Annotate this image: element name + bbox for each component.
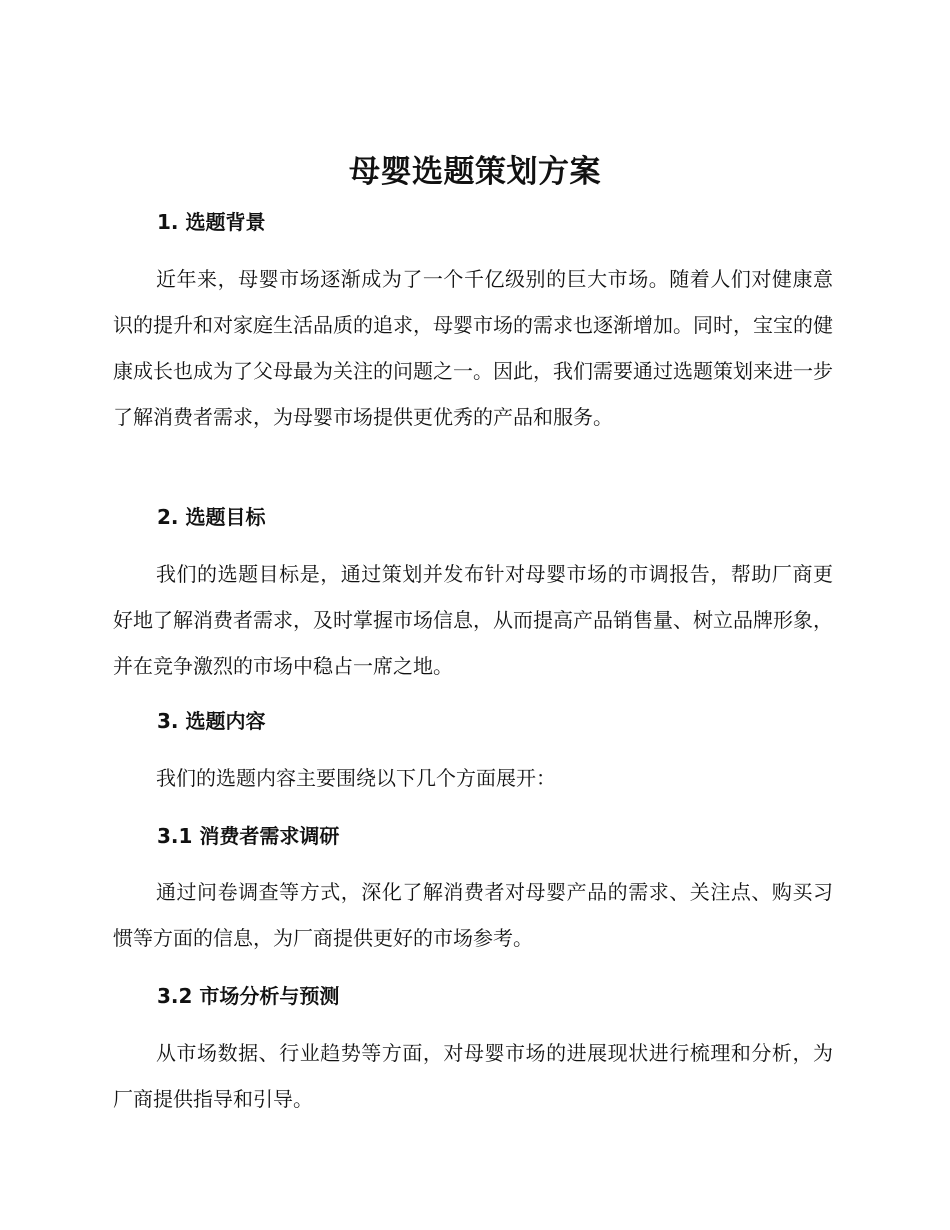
document-title: 母婴选题策划方案 — [349, 154, 601, 190]
section-paragraph-consumer-research: 通过问卷调查等方式，深化了解消费者对母婴产品的需求、关注点、购买习惯等方面的信息，为厂商提供更好的市场参考。 — [113, 880, 833, 950]
section-heading-content: 3. 选题内容 — [157, 709, 266, 733]
section-paragraph-market-analysis: 从市场数据、行业趋势等方面，对母婴市场的进展现状进行梳理和分析，为厂商提供指导和引导。 — [113, 1041, 833, 1111]
section-heading-market-analysis: 3.2 市场分析与预测 — [157, 984, 340, 1008]
section-paragraph-content: 我们的选题内容主要围绕以下几个方面展开： — [156, 766, 556, 790]
section-heading-consumer-research: 3.1 消费者需求调研 — [157, 824, 340, 848]
section-paragraph-background: 近年来，母婴市场逐渐成为了一个千亿级别的巨大市场。随着人们对健康意识的提升和对家庭生活品质的追求，母婴市场的需求也逐渐增加。同时，宝宝的健康成长也成为了父母最为关注的问题之一。因此，我们需要通过选题策划来进一步了解消费者需求，为母婴市场提供更优秀的产品和服务。 — [113, 267, 833, 429]
section-heading-background: 1. 选题背景 — [157, 210, 266, 234]
section-heading-goal: 2. 选题目标 — [157, 505, 266, 529]
section-paragraph-goal: 我们的选题目标是，通过策划并发布针对母婴市场的市调报告，帮助厂商更好地了解消费者需求，及时掌握市场信息，从而提高产品销售量、树立品牌形象，并在竞争激烈的市场中稳占一席之地。 — [113, 562, 833, 678]
